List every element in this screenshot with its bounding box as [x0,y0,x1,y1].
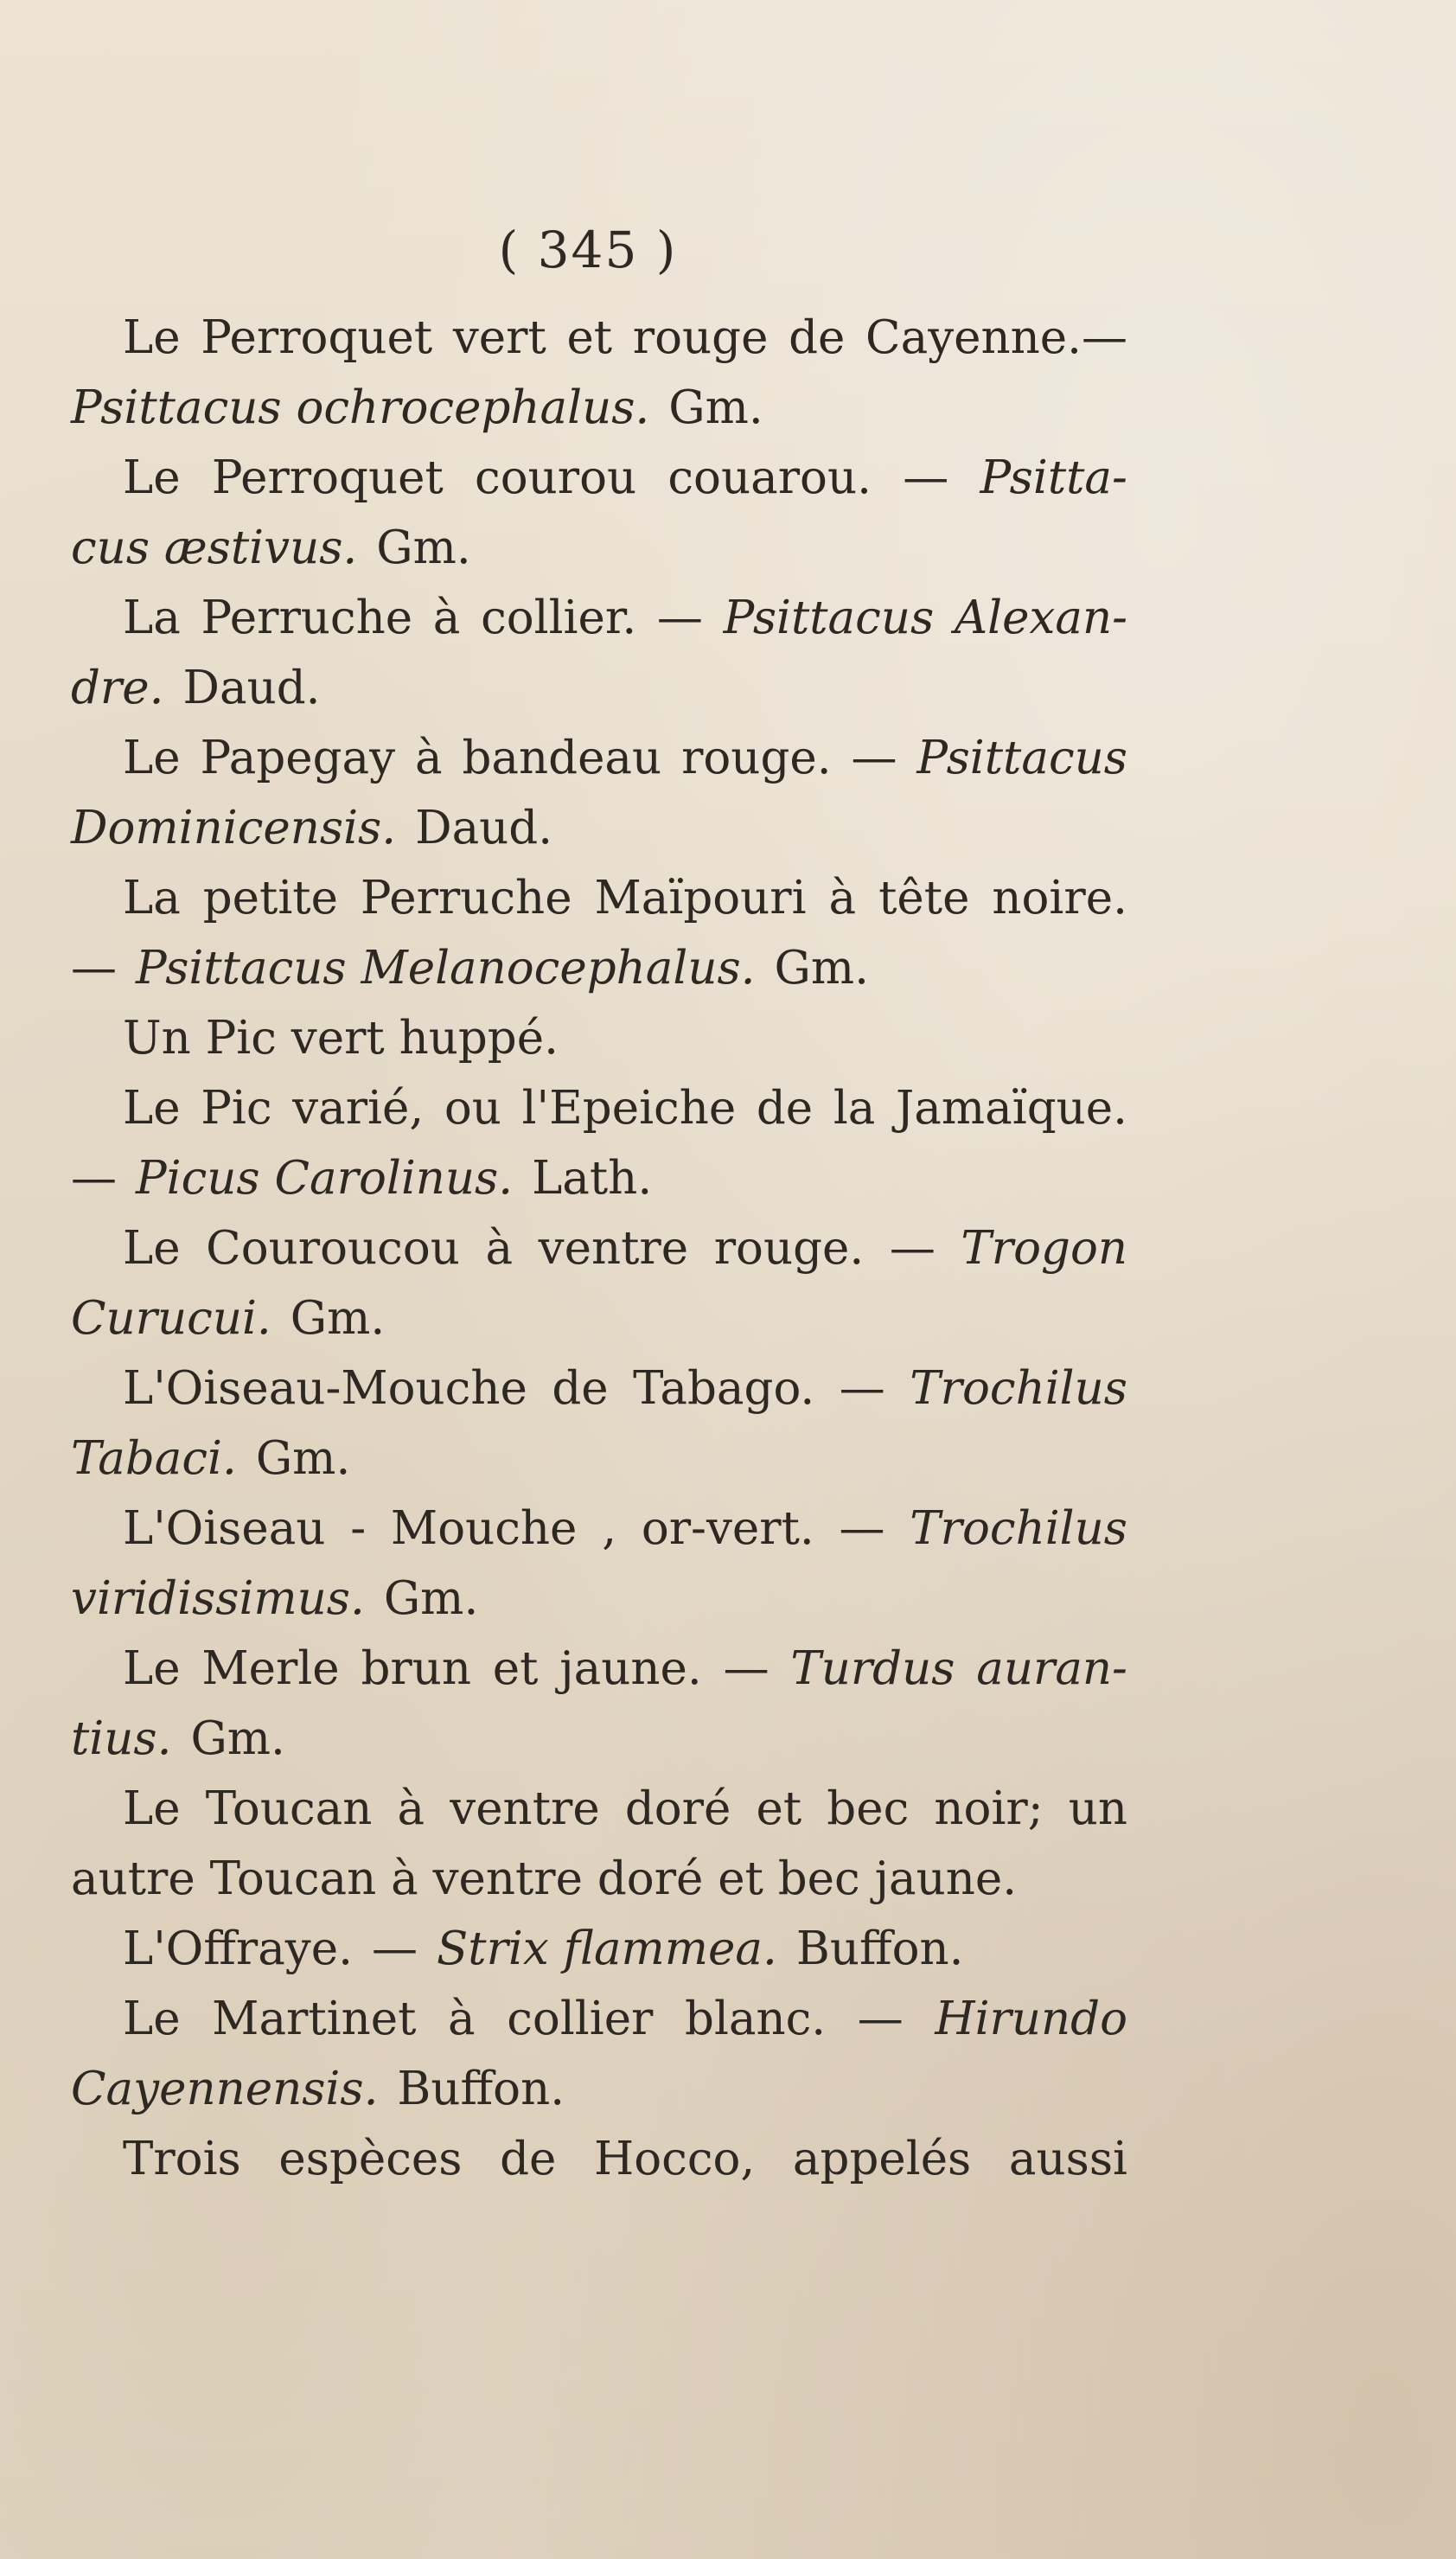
text-line [71,863,1127,933]
text-line [71,1704,1127,1774]
text-word: — [71,942,117,995]
text-word: l'Epeiche [521,1082,737,1135]
text-word: Pic [201,1082,272,1135]
text-word: Daud. [415,802,553,854]
text-word: rouge. [713,1222,865,1275]
text-word: Buffon. [795,1922,964,1975]
latin-name-word: Cayennensis. [71,2063,379,2115]
text-word: Buffon. [397,2063,565,2115]
text-word: Trois [123,2133,241,2185]
latin-name-word: tius. [71,1712,172,1765]
text-word: Le [123,1993,181,2045]
text-line [71,1494,1127,1564]
text-line [71,1423,1127,1494]
text-word: La [123,872,181,924]
text-word: Perruche [360,872,572,924]
text-word: de [789,311,846,364]
text-line [71,583,1127,653]
latin-name-word: Alexan- [954,592,1127,644]
text-word: Gm. [383,1572,479,1625]
text-line [71,1003,1127,1073]
latin-name-word: Psittacus Melanocephalus. [136,942,756,995]
text-line [71,1774,1127,1844]
text-word: Maïpouri [594,872,807,924]
text-word: Le [123,1082,181,1135]
text-word: Le [123,451,181,504]
text-line [71,1073,1127,1143]
text-word: Toucan [205,1782,373,1835]
latin-name-word: Turdus [790,1642,955,1695]
text-word: à [828,872,857,924]
text-word: blanc. [685,1993,827,2045]
text-word: Lath. [532,1152,653,1205]
latin-name-word: Psittacus [916,732,1127,784]
text-word: Gm. [255,1432,351,1485]
text-word: — [71,1152,117,1205]
text-line [71,793,1127,863]
text-word: L'Oiseau [123,1502,326,1555]
text-word: Mouche [390,1502,578,1555]
text-line [71,1213,1127,1283]
text-word: collier. [481,592,637,644]
latin-name-word: Strix flammea. [436,1922,777,1975]
text-word: vert [452,311,546,364]
text-word: un [1068,1782,1127,1835]
latin-name-word: Dominicensis. [71,802,397,854]
page-number: ( 345 ) [498,221,678,279]
latin-name-word: dre. [71,662,164,714]
text-word: Gm. [668,381,763,434]
text-word: de [552,1362,609,1415]
text-word: Gm. [290,1292,386,1345]
text-word: Daud. [182,662,321,714]
text-word: La [123,592,181,644]
text-word: la [833,1082,876,1135]
text-word: Merle [201,1642,340,1695]
text-word: Hocco, [594,2133,756,2185]
text-word: — [857,1993,904,2045]
latin-name-word: Curucui. [71,1292,271,1345]
text-word: Le [123,1222,181,1275]
text-word: — [839,1502,885,1555]
text-word: autre Toucan à ventre doré et bec jaune. [71,1852,1018,1905]
text-line [71,1143,1127,1213]
text-word: Jamaïque. [896,1082,1127,1135]
text-word: à [397,1782,425,1835]
text-word: Cayenne.— [865,311,1127,364]
latin-name-word: Trochilus [910,1362,1127,1415]
text-word: à [448,1993,476,2045]
text-word: noire. [992,872,1127,924]
text-word: collier [507,1993,654,2045]
text-line [71,1353,1127,1423]
latin-name-word: Tabaci. [71,1432,237,1485]
text-word: — [839,1362,885,1415]
text-word: varié, [292,1082,425,1135]
text-line [71,1914,1127,1984]
text-line [71,933,1127,1003]
text-word: - [350,1502,367,1555]
text-word: et [492,1642,539,1695]
text-word: Gm. [376,521,471,574]
text-word: de [756,1082,814,1135]
text-word: à [414,732,443,784]
text-word: Perruche [201,592,413,644]
text-word: espèces [278,2133,463,2185]
page-body [71,303,1127,2194]
text-word: — [723,1642,770,1695]
text-word: — [371,1922,418,1975]
text-word: courou [475,451,637,504]
text-word: ou [444,1082,501,1135]
text-word: Martinet [212,1993,417,2045]
latin-name-word: Trochilus [910,1502,1127,1555]
text-word: brun [361,1642,471,1695]
text-word: — [656,592,703,644]
text-word: L'Oiseau-Mouche [123,1362,527,1415]
text-word: rouge. [681,732,832,784]
text-word: — [889,1222,936,1275]
text-word: jaune. [559,1642,702,1695]
latin-name-word: cus æstivus. [71,521,358,574]
text-line [71,2054,1127,2124]
text-word: Couroucou [206,1222,460,1275]
text-line [71,653,1127,723]
text-word: Le [123,1642,181,1695]
text-word: bec [827,1782,910,1835]
text-line [71,513,1127,583]
text-line [71,2124,1127,2194]
text-word: tête [878,872,970,924]
latin-name-word: Hirundo [935,1993,1127,2045]
text-line [71,1564,1127,1634]
text-word: Un Pic vert huppé. [123,1012,559,1065]
text-word: Perroquet [201,311,433,364]
text-word: — [903,451,949,504]
latin-name-word: Psittacus [723,592,935,644]
text-line [71,723,1127,793]
text-word: Gm. [190,1712,285,1765]
text-line [71,1844,1127,1914]
text-word: à [432,592,461,644]
text-line [71,1984,1127,2054]
text-line [71,1283,1127,1353]
text-word: ventre [538,1222,689,1275]
latin-name-word: auran- [976,1642,1127,1695]
text-word: appelés [792,2133,972,2185]
text-word: L'Offraye. [123,1922,353,1975]
text-word: petite [202,872,338,924]
latin-name-word: Psittacus ochrocephalus. [71,381,650,434]
text-word: , [602,1502,617,1555]
latin-name-word: Picus Carolinus. [136,1152,514,1205]
text-line [71,373,1127,443]
text-word: Papegay [200,732,396,784]
text-word: — [851,732,897,784]
text-word: rouge [632,311,769,364]
text-word: et [566,311,613,364]
text-word: aussi [1008,2133,1127,2185]
text-word: Perroquet [211,451,444,504]
text-word: Le [123,732,181,784]
text-word: Gm. [774,942,869,995]
text-word: couarou. [667,451,872,504]
latin-name-word: Psitta- [980,451,1127,504]
text-word: à [485,1222,514,1275]
text-word: de [500,2133,557,2185]
latin-name-word: Trogon [961,1222,1127,1275]
text-line [71,1634,1127,1704]
text-word: Tabago. [633,1362,815,1415]
latin-name-word: viridissimus. [71,1572,365,1625]
text-word: bandeau [462,732,662,784]
text-word: Le [123,311,181,364]
text-word: or-vert. [641,1502,814,1555]
text-line [71,443,1127,513]
text-word: Le [123,1782,181,1835]
text-word: ventre [450,1782,600,1835]
text-word: et [756,1782,802,1835]
text-word: doré [624,1782,731,1835]
text-word: noir; [934,1782,1044,1835]
text-line [71,303,1127,373]
